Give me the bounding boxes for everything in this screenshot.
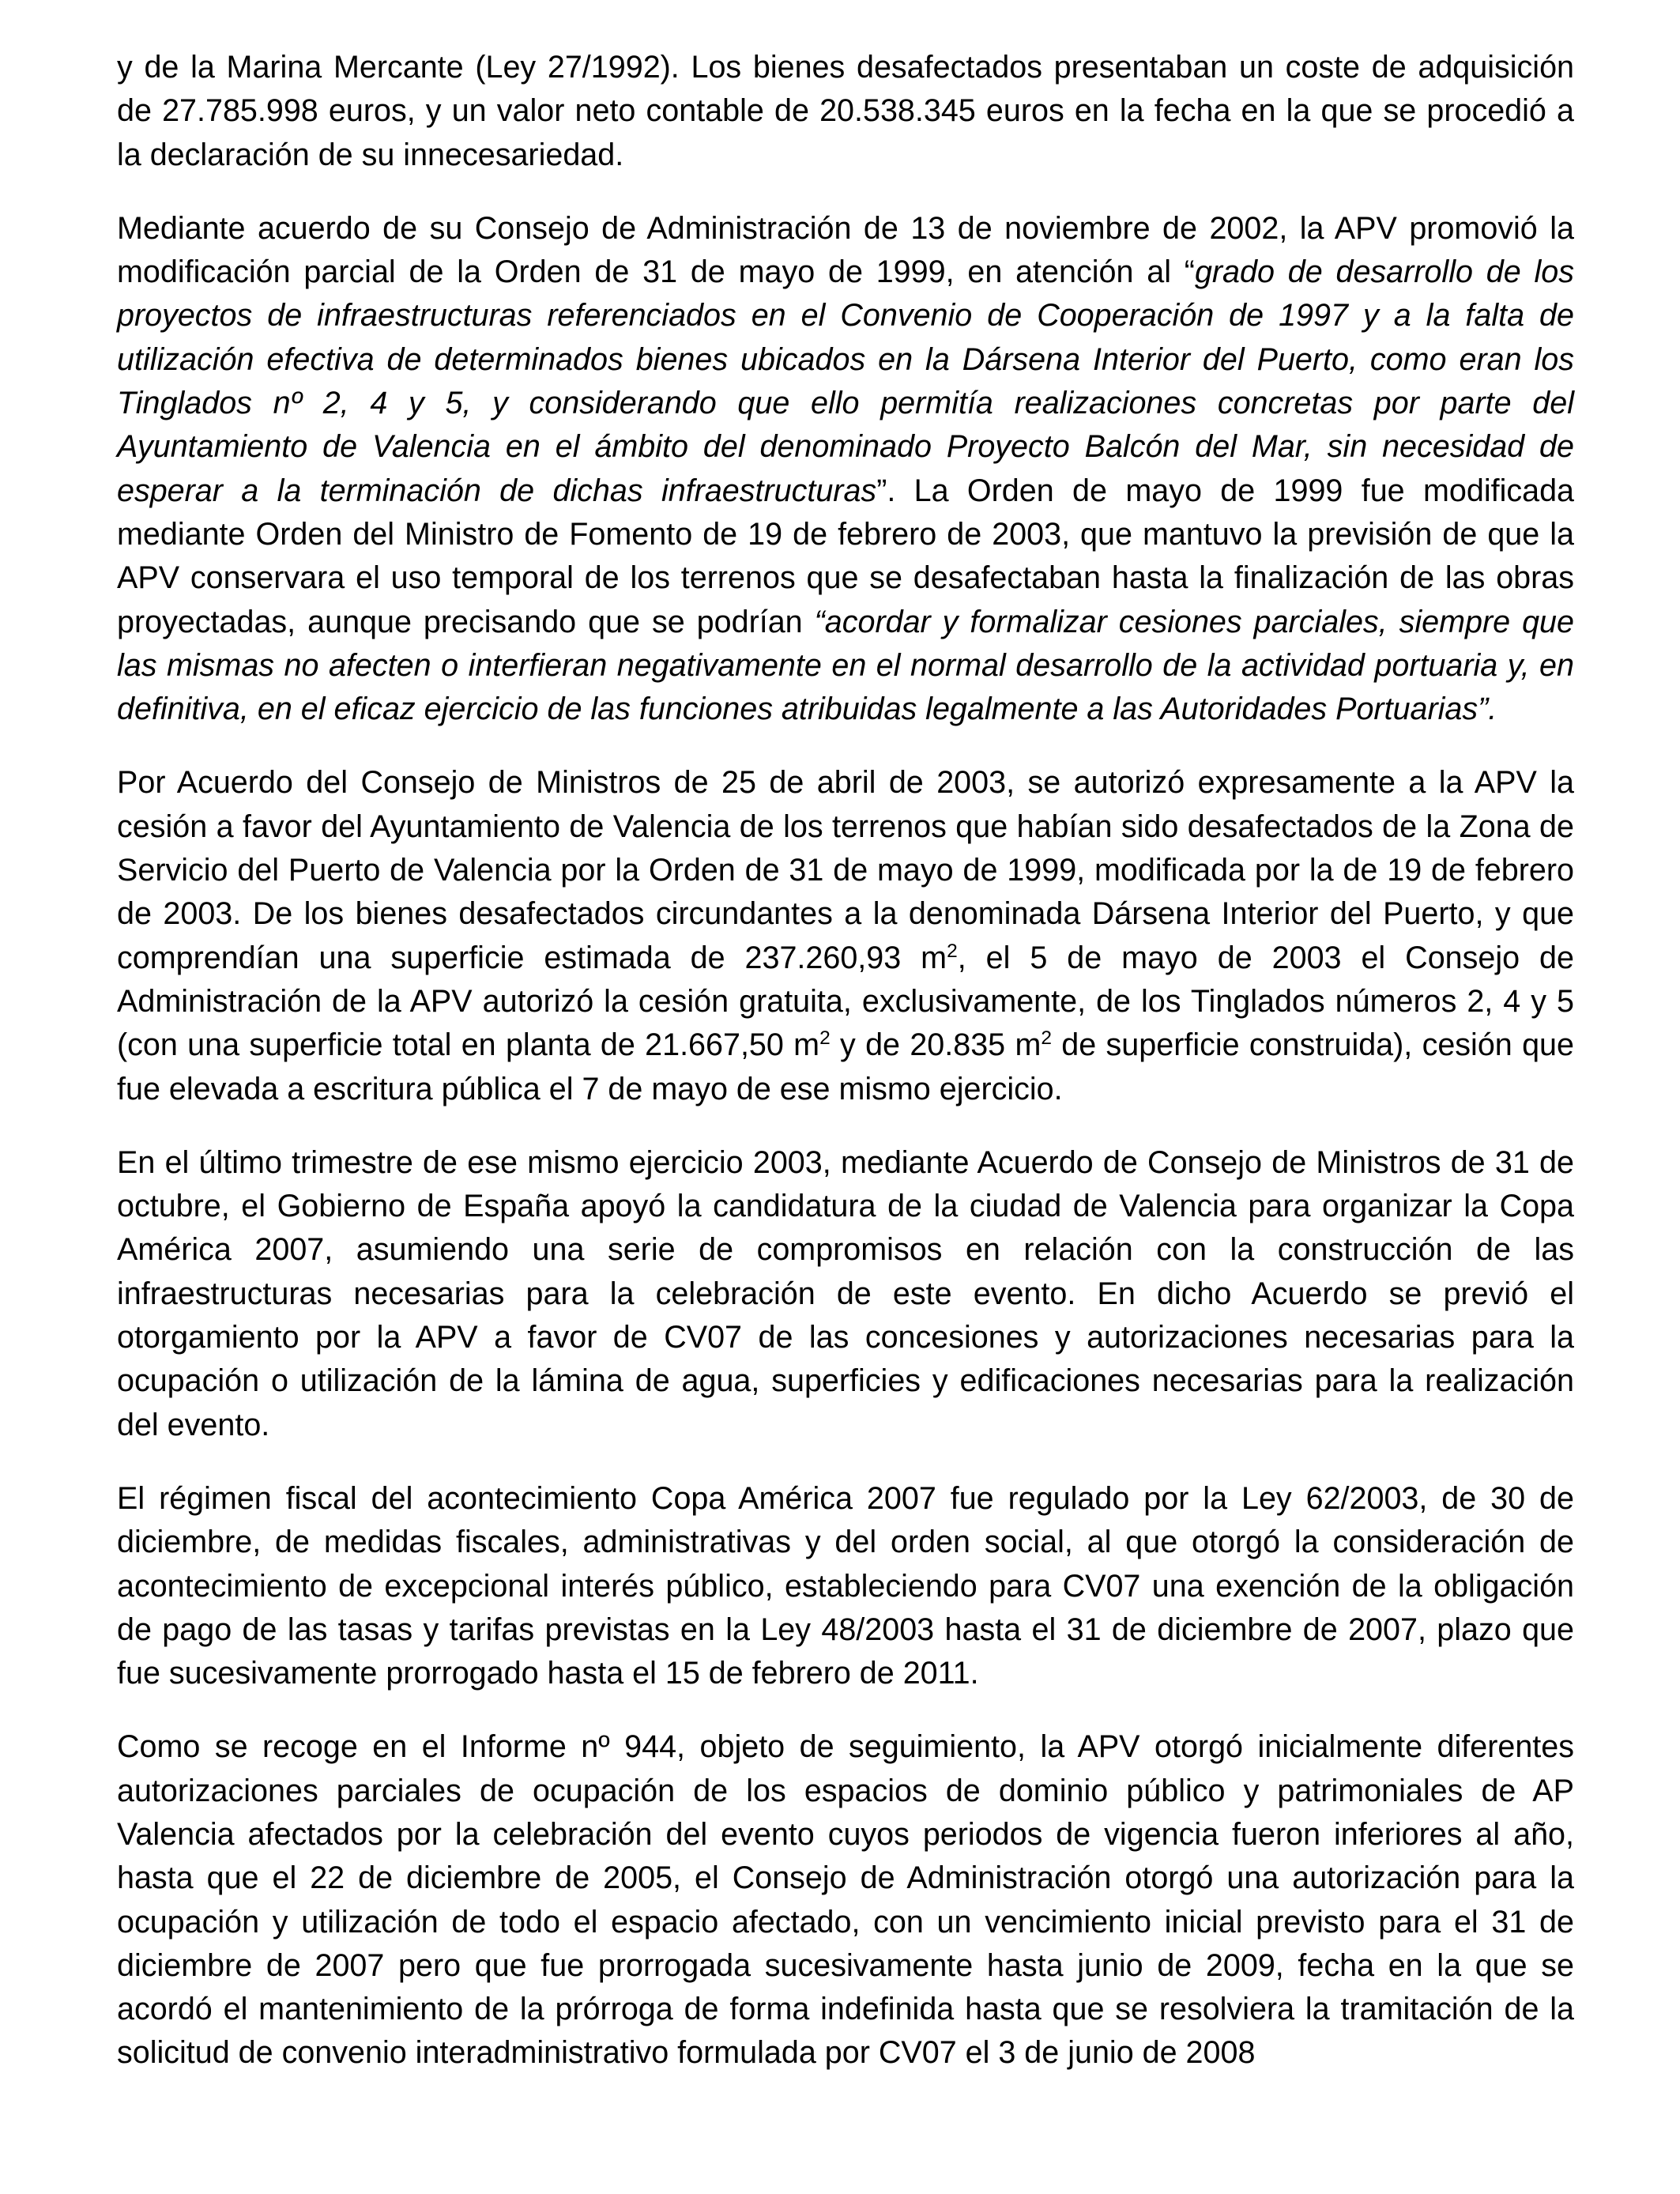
paragraph-regimen-fiscal: El régimen fiscal del acontecimiento Copa América 2007 fue regulado por la Ley 62/2003, de 30 de diciembre, de medidas fiscales, administrativas y del orden social, al que otorgó la consideración de acontecimiento de excepcional interés público, estableciendo para CV07 una exención de la obligación de pago de las tasas y tarifas previstas en la Ley 48/2003 hasta el 31 de diciembre de 2007, plazo que fue sucesivamente prorrogado hasta el 15 de febrero de 2011. <box>117 1480 1574 1691</box>
paragraph-text: de superficie construida), cesión que fue elevada a escritura pública el 7 de mayo de ese mismo ejercicio. <box>117 1027 1574 1106</box>
paragraph-informe-944: Como se recoge en el Informe nº 944, objeto de seguimiento, la APV otorgó inicialmente diferentes autorizaciones parciales de ocupación de los espacios de dominio público y patrimoniales de AP Valencia afectados por la celebración del evento cuyos periodos de vigencia fueron inferiores al año, hasta que el 22 de diciembre de 2005, el Consejo de Administración otorgó una autorización para la ocupación y utilización de todo el espacio afectado, con un vencimiento inicial previsto para el 31 de diciembre de 2007 pero que fue prorrogada sucesivamente hasta junio de 2009, fecha en la que se acordó el mantenimiento de la prórroga de forma indefinida hasta que se resolviera la tramitación de la solicitud de convenio interadministrativo formulada por CV07 el 3 de junio de 2008 <box>117 1729 1574 2071</box>
paragraph-text: , el 5 de mayo de 2003 el Consejo de Administración de la APV autorizó la cesión gratuita, exclusivamente, de los Tinglados números 2, 4 y 5 (con una superficie total en planta de 21.667,50 m <box>117 940 1574 1063</box>
paragraph-modificacion-orden <box>117 207 1574 732</box>
paragraph-text: Mediante acuerdo de su Consejo de Administración de 13 de noviembre de 2002, la APV promovió la modificación parcial de la Orden de 31 de mayo de 1999, en atención al “ <box>117 210 1574 290</box>
superscript: 2 <box>947 940 958 962</box>
paragraph-cesion-tinglados <box>117 761 1574 1110</box>
paragraph-copa-america: En el último trimestre de ese mismo ejercicio 2003, mediante Acuerdo de Consejo de Ministros de 31 de octubre, el Gobierno de España apoyó la candidatura de la ciudad de Valencia para organizar la Copa América 2007, asumiendo una serie de compromisos en relación con la construcción de las infraestructuras necesarias para la celebración de este evento. En dicho Acuerdo se previó el otorgamiento por la APV a favor de CV07 de las concesiones y autorizaciones necesarias para la ocupación o utilización de la lámina de agua, superficies y edificaciones necesarias para la realización del evento. <box>117 1144 1574 1442</box>
superscript: 2 <box>1041 1027 1052 1050</box>
quoted-text: grado de desarrollo de los proyectos de infraestructuras referenciados en el Convenio de Cooperación de 1997 y a la falta de utilización efectiva de determinados bienes ubicados en la Dársena Interior del Puerto, como eran los Tinglados nº 2, 4 y 5, y considerando que ello permitía realizaciones concretas por parte del Ayuntamiento de Valencia en el ámbito del denominado Proyecto Balcón del Mar, sin necesidad de esperar a la terminación de dichas infraestructuras <box>117 254 1574 508</box>
paragraph-text: Por Acuerdo del Consejo de Ministros de 25 de abril de 2003, se autorizó expresamente a la APV la cesión a favor del Ayuntamiento de Valencia de los terrenos que habían sido desafectados de la Zona de Servicio del Puerto de Valencia por la Orden de 31 de mayo de 1999, modificada por la de 19 de febrero de 2003. De los bienes desafectados circundantes a la denominada Dársena Interior del Puerto, y que comprendían una superficie estimada de 237.260,93 m <box>117 765 1574 975</box>
paragraph-marina-mercante: y de la Marina Mercante (Ley 27/1992). Los bienes desafectados presentaban un coste de adquisición de 27.785.998 euros, y un valor neto contable de 20.538.345 euros en la fecha en la que se procedió a la declaración de su innecesariedad. <box>117 50 1574 172</box>
paragraph-text: y de 20.835 m <box>830 1027 1042 1063</box>
quoted-text: “acordar y formalizar cesiones parciales, siempre que las mismas no afecten o interfieran negativamente en el normal desarrollo de la actividad portuaria y, en definitiva, en el eficaz ejercicio de las funciones atribuidas legalmente a las Autoridades Portuarias”. <box>117 604 1574 727</box>
document-page <box>117 46 1574 2075</box>
superscript: 2 <box>819 1027 831 1050</box>
paragraph-text: ”. La Orden de mayo de 1999 fue modificada mediante Orden del Ministro de Fomento de 19 de febrero de 2003, que mantuvo la previsión de que la APV conservara el uso temporal de los terrenos que se desafectaban hasta la finalización de las obras proyectadas, aunque precisando que se podrían <box>117 473 1575 639</box>
